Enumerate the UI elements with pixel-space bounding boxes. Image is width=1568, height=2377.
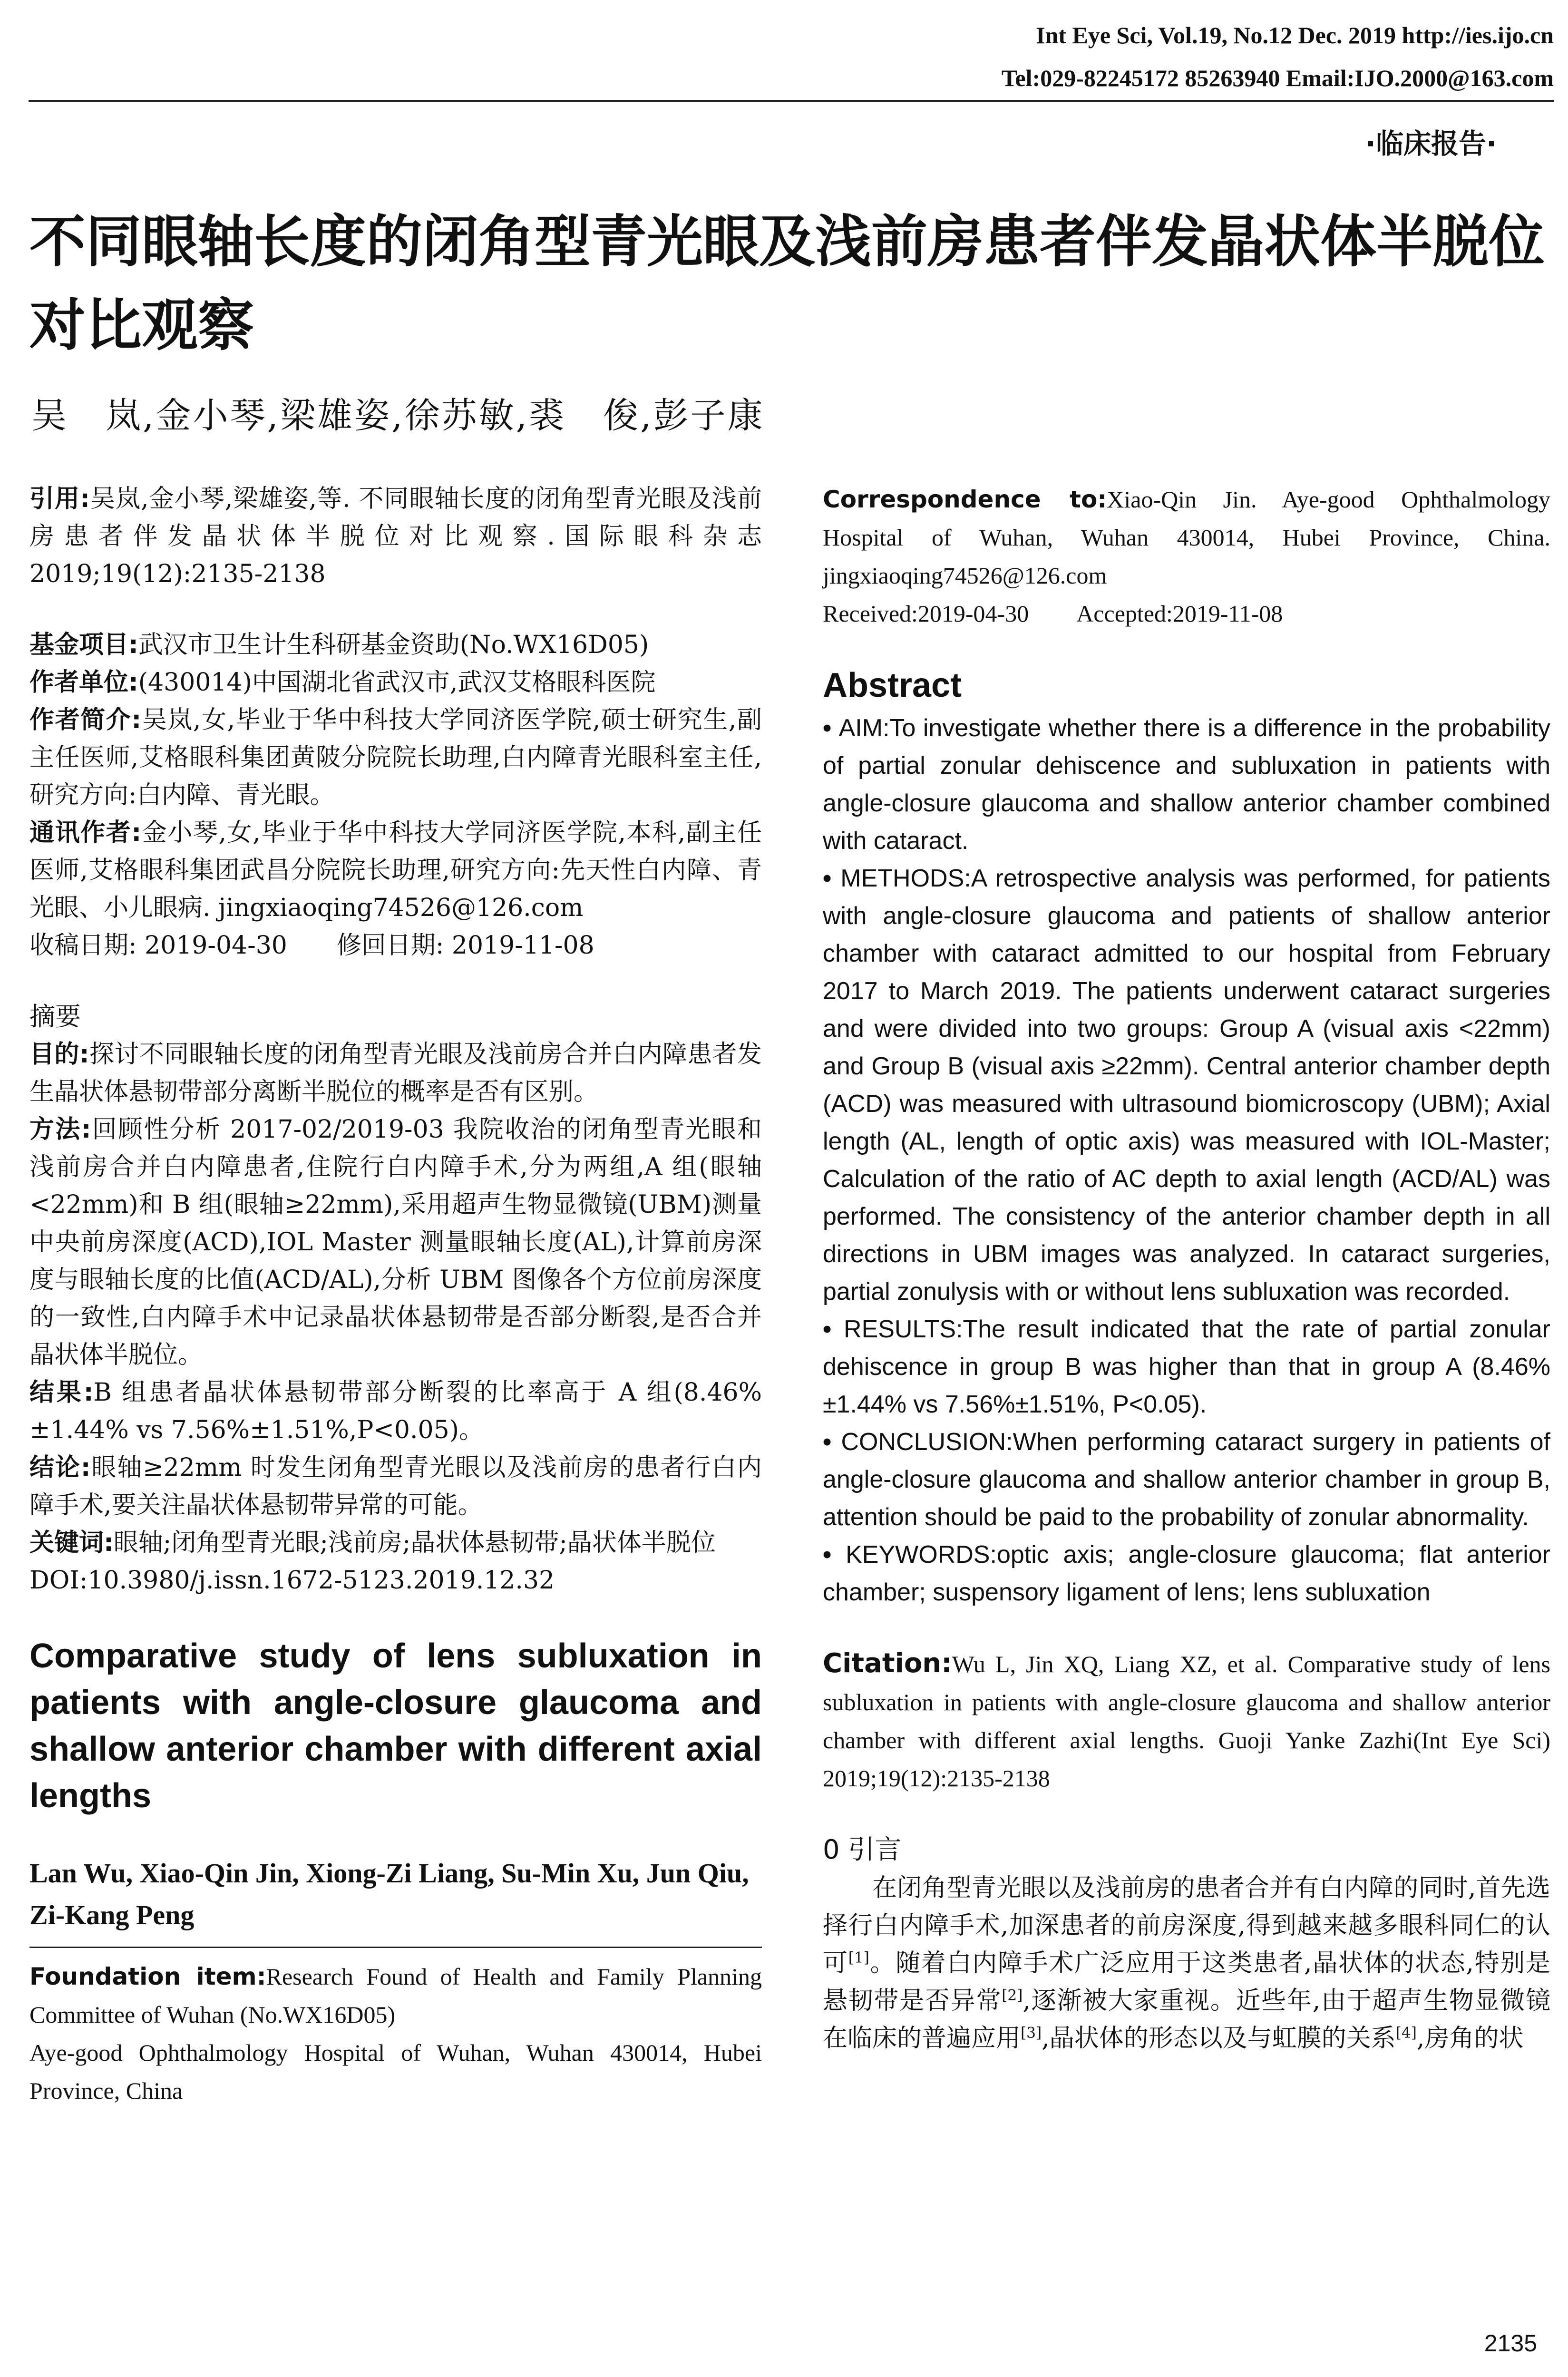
cn-methods-label: 方法: (29, 1115, 91, 1144)
cn-doi: DOI:10.3980/j.issn.1672-5123.2019.12.32 (29, 1566, 555, 1595)
cn-aim-label: 目的: (29, 1040, 89, 1069)
bullet-icon: • (823, 1428, 841, 1456)
chinese-authors: 吴 岚,金小琴,梁雄姿,徐苏敏,裘 俊,彭子康 (31, 395, 765, 436)
authors-divider (29, 1947, 762, 1948)
cn-affiliation-label: 作者单位: (29, 668, 138, 697)
bullet-icon: • (823, 865, 841, 892)
en-methods (823, 860, 1550, 1311)
en-aim (823, 710, 1550, 860)
en-citation-text: Wu L, Jin XQ, Liang XZ, et al. Comparative study of lens subluxation in patients with angle-closure glaucoma and shallow anterior chamber with different axial lengths. Guoji Yanke Zazhi(Int Eye Sci) 2019;19(12):2135-2138 (823, 1651, 1550, 1792)
cn-fund-text: 武汉市卫生计生科研基金资助(No.WX16D05) (138, 631, 649, 659)
en-affiliation: Aye-good Ophthalmology Hospital of Wuhan, Wuhan 430014, Hubei Province, China (29, 2039, 762, 2104)
cn-keywords-label: 关键词: (29, 1529, 114, 1557)
cn-author-bio (29, 701, 762, 814)
reference-marker[interactable]: [3] (1021, 2024, 1042, 2042)
en-aim-text: To investigate whether there is a difference in the probability of partial zonular dehiscence and subluxation in patients with angle-closure glaucoma and shallow anterior chamber combined with cataract. (823, 714, 1550, 855)
cn-fund-label: 基金项目: (29, 631, 138, 659)
en-conclusion (823, 1423, 1550, 1536)
intro-text: 在闭角型青光眼以及浅前房的患者合并有白内障的同时,首先选择行白内障手术,加深患者的前房深度,得到越来越多眼科同仁的认可 (823, 1874, 1550, 1978)
en-conclusion-label: CONCLUSION: (841, 1428, 1013, 1456)
intro-paragraph (823, 1870, 1550, 2057)
cn-results (29, 1374, 762, 1449)
en-correspondence (823, 480, 1550, 594)
intro-text: ,逐渐被大家重视。近些年,由于超声生物显微镜在临床的普遍应用 (823, 1987, 1550, 2053)
en-keywords-text: optic axis; angle-closure glaucoma; flat anterior chamber; suspensory ligament of lens; lens subluxation (823, 1541, 1550, 1606)
cn-citation-label: 引用: (29, 485, 90, 513)
en-citation-label: Citation: (823, 1648, 952, 1679)
cn-fund (29, 626, 762, 664)
en-correspondence-text: Xiao-Qin Jin. Aye-good Ophthalmology Hospital of Wuhan, Wuhan 430014, Hubei Province, China. jingxiaoqing74526@126.com (823, 486, 1550, 589)
cn-aim-text: 探讨不同眼轴长度的闭角型青光眼及浅前房合并白内障患者发生晶状体悬韧带部分离断半脱位的概率是否有区别。 (29, 1040, 762, 1106)
en-methods-label: METHODS: (840, 865, 971, 892)
cn-results-text: B 组患者晶状体悬韧带部分断裂的比率高于 A 组(8.46%±1.44% vs 7.56%±1.51%,P<0.05)。 (29, 1378, 762, 1444)
cn-corresponding-label: 通讯作者: (29, 818, 142, 847)
page-number: 2135 (1484, 2330, 1537, 2357)
cn-conclusion (29, 1449, 762, 1524)
journal-contact: Tel:029-82245172 85263940 Email:IJO.2000@163.com (1001, 65, 1554, 91)
english-title: Comparative study of lens subluxation in patients with angle-closure glaucoma and shallow anterior chamber with different axial lengths (29, 1637, 762, 1815)
english-authors: Lan Wu, Xiao-Qin Jin, Xiong-Zi Liang, Su-Min Xu, Jun Qiu, Zi-Kang Peng (29, 1858, 749, 1930)
en-results-label: RESULTS: (844, 1315, 963, 1343)
en-abstract-heading: Abstract (823, 666, 962, 704)
cn-aim (29, 1036, 762, 1111)
bullet-icon: • (823, 1315, 844, 1343)
en-keywords-label: KEYWORDS: (846, 1541, 997, 1568)
en-results-text: The result indicated that the rate of partial zonular dehiscence in group B was higher than that in group A (8.46%±1.44% vs 7.56%±1.51%, P<0.05). (823, 1315, 1550, 1418)
en-aim-label: AIM: (838, 714, 890, 742)
en-foundation-text: Research Found of Health and Family Planning Committee of Wuhan (No.WX16D05) (29, 1963, 762, 2028)
en-foundation-label: Foundation item: (29, 1963, 266, 1990)
en-correspondence-label: Correspondence to: (823, 486, 1107, 513)
cn-author-bio-label: 作者简介: (29, 706, 142, 734)
bullet-icon: • (823, 714, 839, 742)
cn-keywords-text: 眼轴;闭角型青光眼;浅前房;晶状体悬韧带;晶状体半脱位 (113, 1529, 716, 1557)
en-keywords (823, 1536, 1550, 1611)
cn-affiliation (29, 664, 762, 701)
cn-results-label: 结果: (29, 1378, 94, 1407)
en-foundation (29, 1958, 762, 2034)
reference-marker[interactable]: [2] (1002, 1987, 1023, 2004)
cn-author-bio-text: 吴岚,女,毕业于华中科技大学同济医学院,硕士研究生,副主任医师,艾格眼科集团黄陂分院院长助理,白内障青光眼科室主任,研究方向:白内障、青光眼。 (29, 706, 762, 809)
en-citation (823, 1645, 1550, 1797)
left-column (29, 480, 762, 2110)
cn-methods-text: 回顾性分析 2017-02/2019-03 我院收治的闭角型青光眼和浅前房合并白内障患者,住院行白内障手术,分为两组,A 组(眼轴<22mm)和 B 组(眼轴≥22mm),采用超声生物显微镜(UBM)测量中央前房深度(ACD),IOL Master 测量眼轴长度(AL),计算前房深度与眼轴长度的比值(ACD/AL),分析 UBM 图像各个方位前房深度的一致性,白内障手术中记录晶状体悬韧带是否部分断裂,是否合并晶状体半脱位。 (29, 1115, 762, 1369)
intro-text: 。随着白内障手术广泛应用于这类患者,晶状体的状态,特别是悬韧带是否异常 (823, 1949, 1550, 2015)
cn-corresponding-text: 金小琴,女,毕业于华中科技大学同济医学院,本科,副主任医师,艾格眼科集团武昌分院院长助理,研究方向:先天性白内障、青光眼、小儿眼病. jingxiaoqing74526@126.com (29, 818, 762, 922)
cn-citation (29, 480, 762, 593)
journal-header: Int Eye Sci, Vol.19, No.12 Dec. 2019 http://ies.ijo.cn (1036, 22, 1554, 49)
cn-keywords (29, 1524, 762, 1562)
cn-corresponding (29, 814, 762, 927)
reference-marker[interactable]: [4] (1395, 2024, 1417, 2042)
header-divider (29, 100, 1554, 102)
cn-citation-text: 吴岚,金小琴,梁雄姿,等. 不同眼轴长度的闭角型青光眼及浅前房患者伴发晶状体半脱位对比观察.国际眼科杂志 2019;19(12):2135-2138 (29, 485, 762, 588)
cn-methods (29, 1111, 762, 1374)
en-results (823, 1311, 1550, 1423)
intro-text: ,房角的状 (1416, 2024, 1524, 2053)
cn-conclusion-text: 眼轴≥22mm 时发生闭角型青光眼以及浅前房的患者行白内障手术,要关注晶状体悬韧带异常的可能。 (29, 1453, 762, 1520)
cn-affiliation-text: (430014)中国湖北省武汉市,武汉艾格眼科医院 (138, 668, 656, 697)
chinese-title: 不同眼轴长度的闭角型青光眼及浅前房患者伴发晶状体半脱位对比观察 (29, 209, 1545, 358)
report-type-label: ·临床报告· (1365, 127, 1497, 160)
right-column (823, 480, 1550, 2057)
cn-conclusion-label: 结论: (29, 1453, 91, 1482)
en-conclusion-text: When performing cataract surgery in patients of angle-closure glaucoma and shallow anterior chamber in group B, attention should be paid to the probability of zonular abnormality. (823, 1428, 1550, 1531)
en-methods-text: A retrospective analysis was performed, for patients with angle-closure glaucoma and patients of shallow anterior chamber with cataract admitted to our hospital from February 2017 to March 2019. The patients underwent cataract surgeries and were divided into two groups: Group A (visual axis <22mm) and Group B (visual axis ≥22mm). Central anterior chamber depth (ACD) was measured with ultrasound biomicroscopy (UBM); Axial length (AL, length of optic axis) was measured with IOL-Master; Calculation of the ratio of AC depth to axial length (ACD/AL) was performed. The consistency of the anterior chamber depth in all directions in UBM images was analyzed. In cataract surgeries, partial zonulysis with or without lens subluxation was recorded. (823, 865, 1550, 1305)
intro-text: ,晶状体的形态以及与虹膜的关系 (1042, 2024, 1396, 2053)
cn-abstract-heading: 摘要 (29, 1002, 81, 1032)
en-dates: Received:2019-04-30 Accepted:2019-11-08 (823, 600, 1283, 627)
bullet-icon: • (823, 1541, 846, 1568)
cn-dates: 收稿日期: 2019-04-30 修回日期: 2019-11-08 (29, 931, 594, 960)
reference-marker[interactable]: [1] (848, 1949, 869, 1967)
intro-heading: 0 引言 (823, 1834, 902, 1865)
